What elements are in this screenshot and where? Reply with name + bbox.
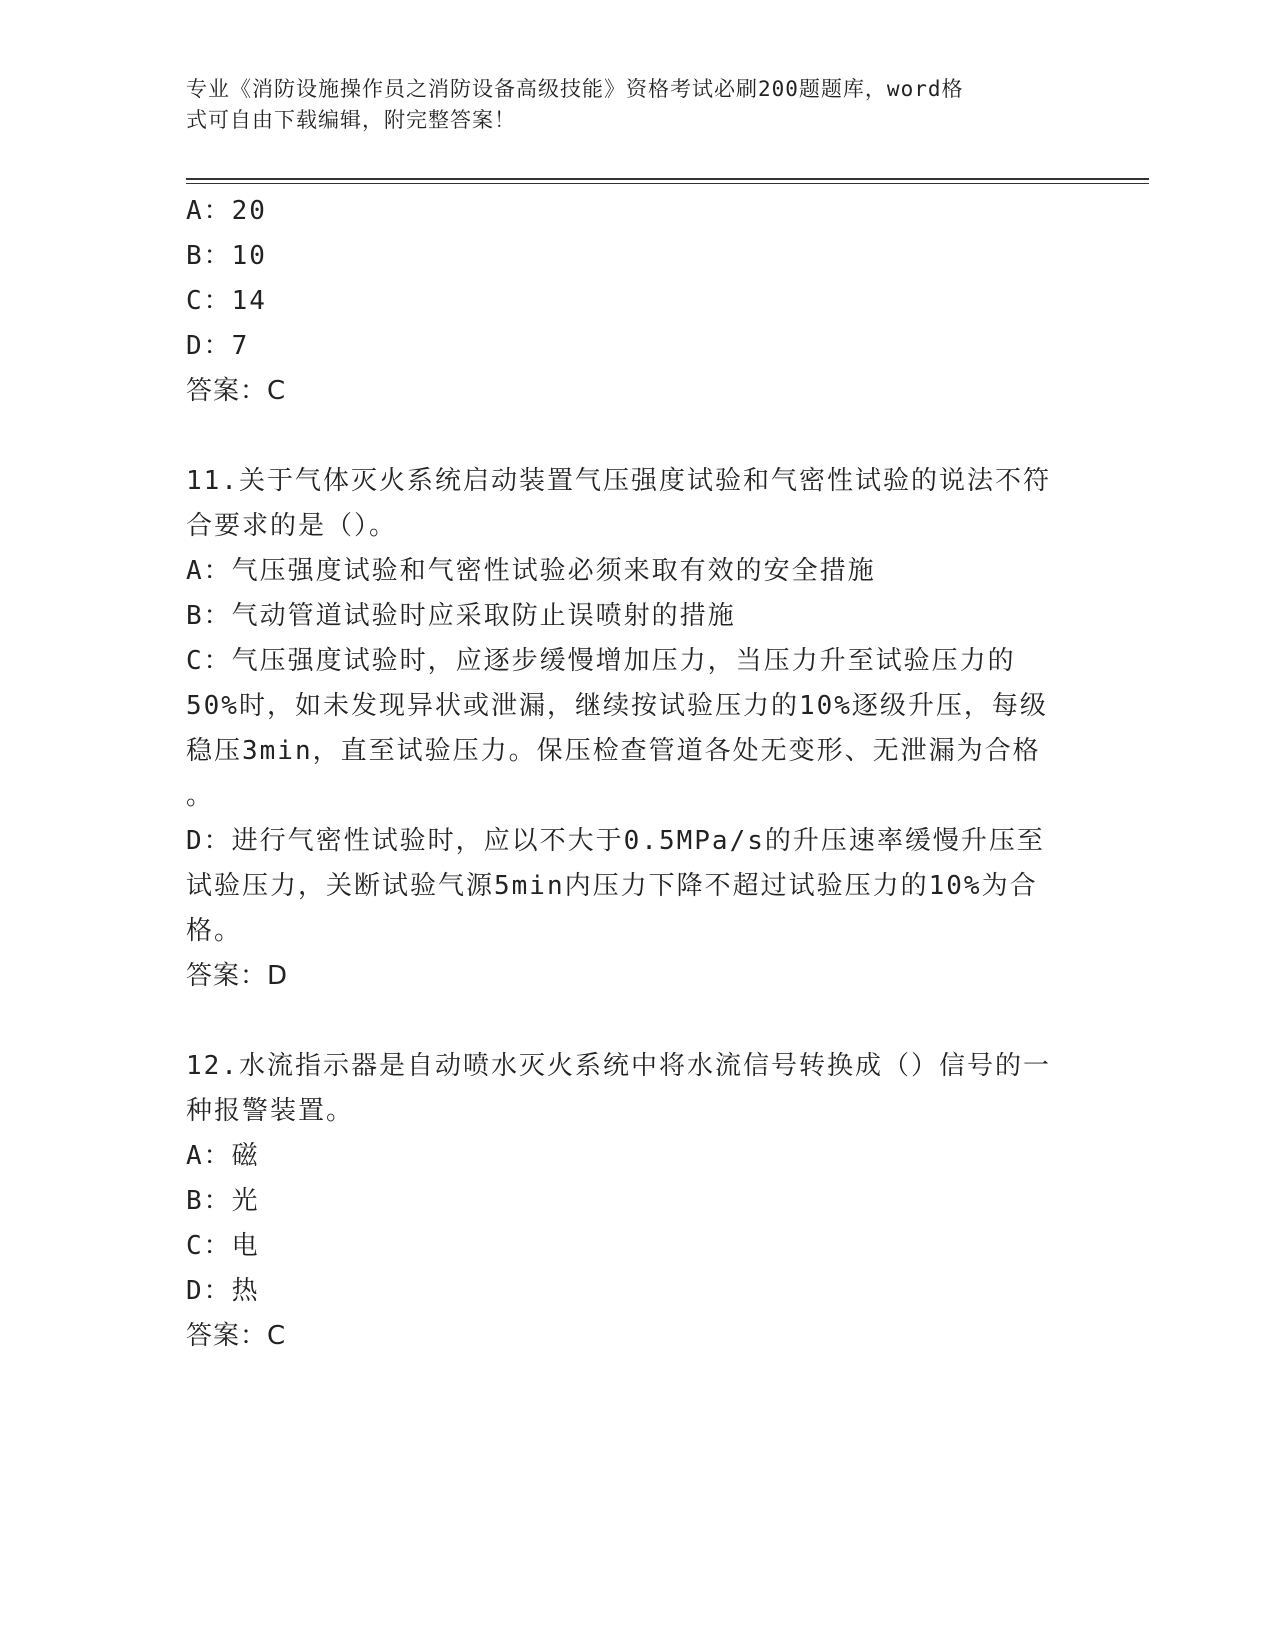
header-divider	[186, 178, 1149, 184]
q12-option-c: C：电	[186, 1231, 260, 1261]
q11-option-d-line-2: 试验压力，关断试验气源5min内压力下降不超过试验压力的10%为合	[186, 871, 1038, 901]
q10-option-b: B：10	[186, 241, 267, 271]
header-line-1: 专业《消防设施操作员之消防设备高级技能》资格考试必刷200题题库，word格	[186, 77, 964, 101]
q12-option-b: B：光	[186, 1186, 260, 1216]
q11-option-d-line-3: 格。	[186, 916, 243, 946]
q10-option-a: A：20	[186, 196, 267, 226]
q11-option-c-line-2: 50%时，如未发现异状或泄漏，继续按试验压力的10%逐级升压，每级	[186, 691, 1048, 721]
q10-option-c: C：14	[186, 286, 267, 316]
q11-answer: 答案：D	[186, 961, 289, 991]
q11-stem-line-2: 合要求的是（）。	[186, 511, 398, 541]
q11-stem-line-1: 11.关于气体灭火系统启动装置气压强度试验和气密性试验的说法不符	[186, 466, 1051, 496]
header-line-2: 式可自由下载编辑，附完整答案！	[186, 108, 516, 132]
q12-answer: 答案：C	[186, 1321, 287, 1351]
document-header	[186, 74, 1066, 136]
q10-answer: 答案：C	[186, 376, 287, 406]
q12-stem-line-1: 12.水流指示器是自动喷水灭火系统中将水流信号转换成（）信号的一	[186, 1051, 1051, 1081]
q11-option-a: A：气压强度试验和气密性试验必须来取有效的安全措施	[186, 556, 876, 586]
q12-option-d: D：热	[186, 1276, 260, 1306]
q11-option-c-line-3: 稳压3min，直至试验压力。保压检查管道各处无变形、无泄漏为合格	[186, 736, 1041, 766]
q11-option-b: B：气动管道试验时应采取防止误喷射的措施	[186, 601, 736, 631]
q10-option-d: D：7	[186, 331, 250, 361]
q12-option-a: A：磁	[186, 1141, 260, 1171]
q11-option-c-line-4: 。	[186, 781, 215, 811]
q11-option-d-line-1: D：进行气密性试验时，应以不大于0.5MPa/s的升压速率缓慢升压至	[186, 826, 1045, 856]
q12-stem-line-2: 种报警装置。	[186, 1096, 355, 1126]
q11-option-c-line-1: C：气压强度试验时，应逐步缓慢增加压力，当压力升至试验压力的	[186, 646, 1016, 676]
